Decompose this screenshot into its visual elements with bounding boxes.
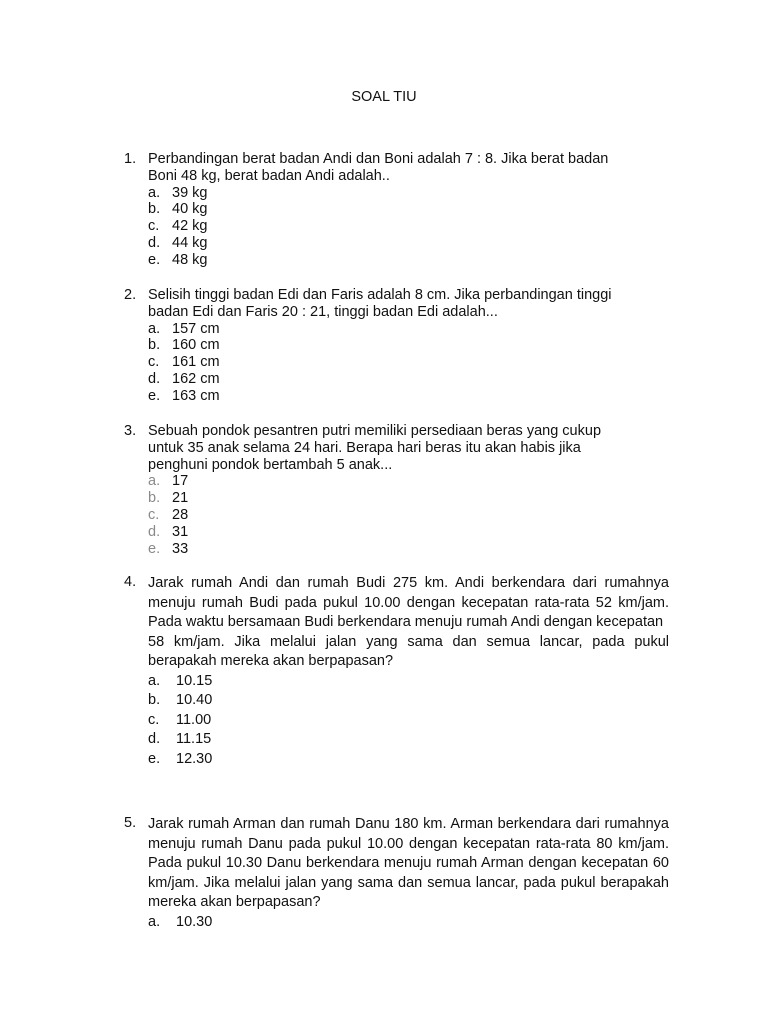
option-text: 10.15 [176,672,213,689]
answer-option [148,750,669,770]
page-title: SOAL TIU [351,89,417,105]
option-text: 21 [172,490,189,507]
option-letter: b. [148,490,161,507]
question-paragraph: 58 km/jam. Jika melalui jalan yang sama dan semua lancar, pada pukul berapakah mereka akan berpapasan? [148,633,669,669]
question-line: untuk 35 anak selama 24 hari. Berapa hari beras itu akan habis jika [148,439,581,456]
option-letter: d. [148,523,161,540]
question-text [148,151,669,185]
option-text: 157 cm [172,320,220,337]
question-line: Boni 48 kg, berat badan Andi adalah.. [148,167,390,184]
option-text: 48 kg [172,251,208,268]
answer-options [148,473,669,557]
question-5 [124,815,669,932]
option-text: 44 kg [172,234,208,251]
option-letter: d. [148,731,161,747]
answer-option [148,201,669,218]
answer-option [148,321,669,338]
option-letter: e. [148,540,161,557]
option-letter: c. [148,711,160,728]
question-1 [124,151,669,269]
question-line: Selisih tinggi badan Edi dan Faris adalah 8 cm. Jika perbandingan tinggi [148,287,612,303]
option-letter: a. [148,184,161,201]
answer-option [148,473,669,490]
option-letter: d. [148,370,161,387]
option-letter: c. [148,354,160,371]
answer-option [148,337,669,354]
option-letter: b. [148,201,161,218]
question-text [148,574,669,672]
option-text: 162 cm [172,370,220,387]
option-letter: c. [148,218,160,235]
question-line: penghuni pondok bertambah 5 anak... [148,456,393,473]
option-text: 12.30 [176,750,213,767]
option-text: 28 [172,506,189,523]
option-text: 11.15 [176,731,212,747]
answer-option [148,913,669,933]
option-text: 42 kg [172,218,208,235]
answer-option [148,672,669,692]
question-line: Perbandingan berat badan Andi dan Boni adalah 7 : 8. Jika berat badan [148,151,609,167]
option-text: 160 cm [172,337,220,354]
answer-options [148,321,669,405]
question-3 [124,423,669,557]
option-text: 163 cm [172,387,220,404]
question-number: 1. [124,151,137,167]
question-line: badan Edi dan Faris 20 : 21, tinggi badan Edi adalah... [148,303,498,320]
option-letter: a. [148,672,161,689]
answer-option [148,507,669,524]
answer-option [148,218,669,235]
option-letter: e. [148,750,161,767]
option-text: 161 cm [172,354,220,371]
answer-option [148,388,669,405]
option-letter: a. [148,913,161,930]
answer-option [148,691,669,711]
answer-option [148,185,669,202]
question-number: 4. [124,574,137,590]
answer-option [148,354,669,371]
question-paragraph: Jarak rumah Andi dan rumah Budi 275 km. Andi berkendara dari rumahnya menuju rumah Budi pada pukul 10.00 dengan kecepatan rata-rata 52 km/jam. Pada waktu bersamaan Budi berkendara menuju rumah Andi dengan kecepatan [148,575,669,630]
option-text: 17 [172,473,189,490]
answer-option [148,490,669,507]
question-text [148,815,669,913]
answer-option [148,524,669,541]
option-letter: e. [148,387,161,404]
question-2 [124,287,669,405]
option-text: 40 kg [172,201,208,218]
option-text: 10.40 [176,692,213,708]
answer-option [148,711,669,731]
option-letter: a. [148,320,161,337]
answer-option [148,235,669,252]
option-letter: a. [148,473,161,490]
question-4 [124,574,669,769]
option-letter: d. [148,234,161,251]
answer-option [148,252,669,269]
question-number: 5. [124,815,137,831]
option-text: 33 [172,540,189,557]
option-text: 31 [172,523,189,540]
option-letter: b. [148,692,161,708]
question-text [148,423,669,473]
option-text: 39 kg [172,184,208,201]
question-paragraph: Jarak rumah Arman dan rumah Danu 180 km. Arman berkendara dari rumahnya menuju rumah Danu pada pukul 10.00 dengan kecepatan rata-rata 80 km/jam. Pada pukul 10.30 Danu berkendara menuju rumah Arman dengan kecepatan 60 km/jam. Jika melalui jalan yang sama dan semua lancar, pada pukul berapakah mereka akan berpapasan? [148,816,669,910]
option-letter: e. [148,251,161,268]
answer-option [148,541,669,558]
answer-option [148,371,669,388]
question-number: 3. [124,423,137,439]
answer-options [148,185,669,269]
answer-option [148,730,669,750]
question-text [148,287,669,321]
answer-options [148,672,669,770]
option-text: 11.00 [176,711,212,728]
option-text: 10.30 [176,913,213,930]
question-number: 2. [124,287,137,303]
answer-options [148,913,669,933]
question-line: Sebuah pondok pesantren putri memiliki persediaan beras yang cukup [148,423,602,439]
option-letter: b. [148,337,161,354]
option-letter: c. [148,506,160,523]
